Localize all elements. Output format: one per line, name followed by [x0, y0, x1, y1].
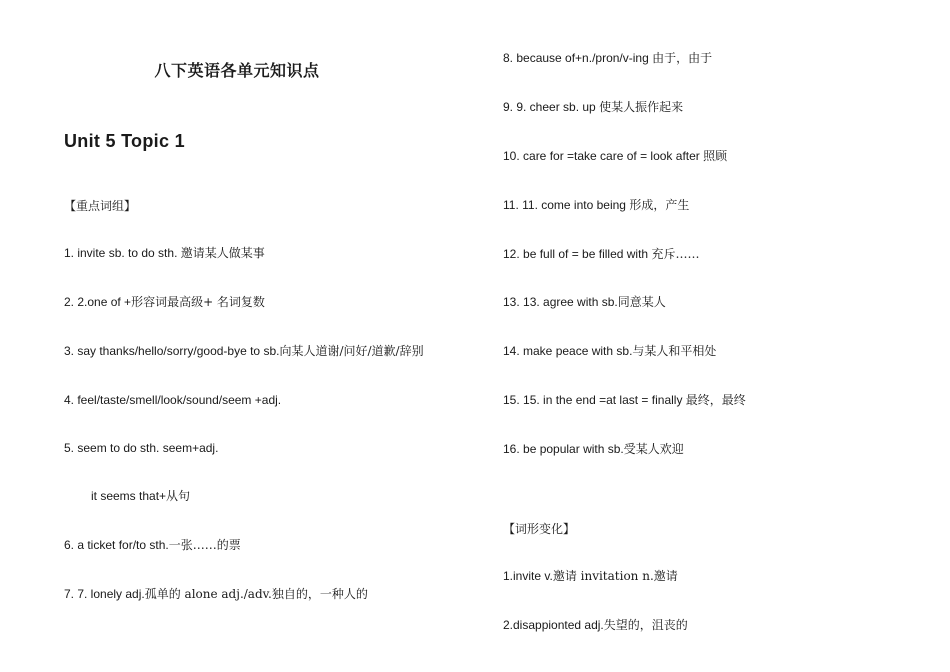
phrase-item: 13. 13. agree with sb.同意某人 — [503, 295, 666, 309]
page-title: 八下英语各单元知识点 — [154, 61, 320, 80]
word-form-item: 1.invite v.邀请 invitation n.邀请 — [503, 569, 678, 583]
phrase-item: 15. 15. in the end =at last = finally 最终，最终 — [503, 393, 746, 407]
phrase-item: 16. be popular with sb.受某人欢迎 — [503, 442, 684, 456]
section-header-key-phrases: 【重点词组】 — [64, 199, 137, 213]
word-form-item: 2.disappionted adj.失望的，沮丧的 — [503, 618, 688, 632]
phrase-item: 9. 9. cheer sb. up 使某人振作起来 — [503, 100, 684, 114]
unit-heading: Unit 5 Topic 1 — [64, 131, 185, 151]
phrase-item: 10. care for =take care of = look after 照顾 — [503, 149, 728, 163]
phrase-item: 2. 2.one of +形容词最高级+ 名词复数 — [64, 295, 265, 309]
section-header-word-forms: 【词形变化】 — [503, 522, 576, 536]
phrase-item: 3. say thanks/hello/sorry/good-bye to sb.向某人道谢/问好/道歉/辞别 — [64, 344, 424, 358]
phrase-item: 1. invite sb. to do sth. 邀请某人做某事 — [64, 246, 265, 260]
phrase-item: 11. 11. come into being 形成，产生 — [503, 198, 690, 212]
phrase-item: 6. a ticket for/to sth.一张……的票 — [64, 538, 241, 552]
phrase-item: 7. 7. lonely adj.孤单的 alone adj./adv.独自的，一种人的 — [64, 587, 368, 601]
phrase-item: 14. make peace with sb.与某人和平相处 — [503, 344, 717, 358]
phrase-item-continuation: it seems that+从句 — [91, 489, 191, 503]
phrase-item: 5. seem to do sth. seem+adj. — [64, 441, 219, 455]
phrase-item: 8. because of+n./pron/v-ing 由于，由于 — [503, 51, 713, 65]
phrase-item: 4. feel/taste/smell/look/sound/seem +adj. — [64, 393, 282, 407]
phrase-item: 12. be full of = be filled with 充斥…… — [503, 247, 700, 261]
